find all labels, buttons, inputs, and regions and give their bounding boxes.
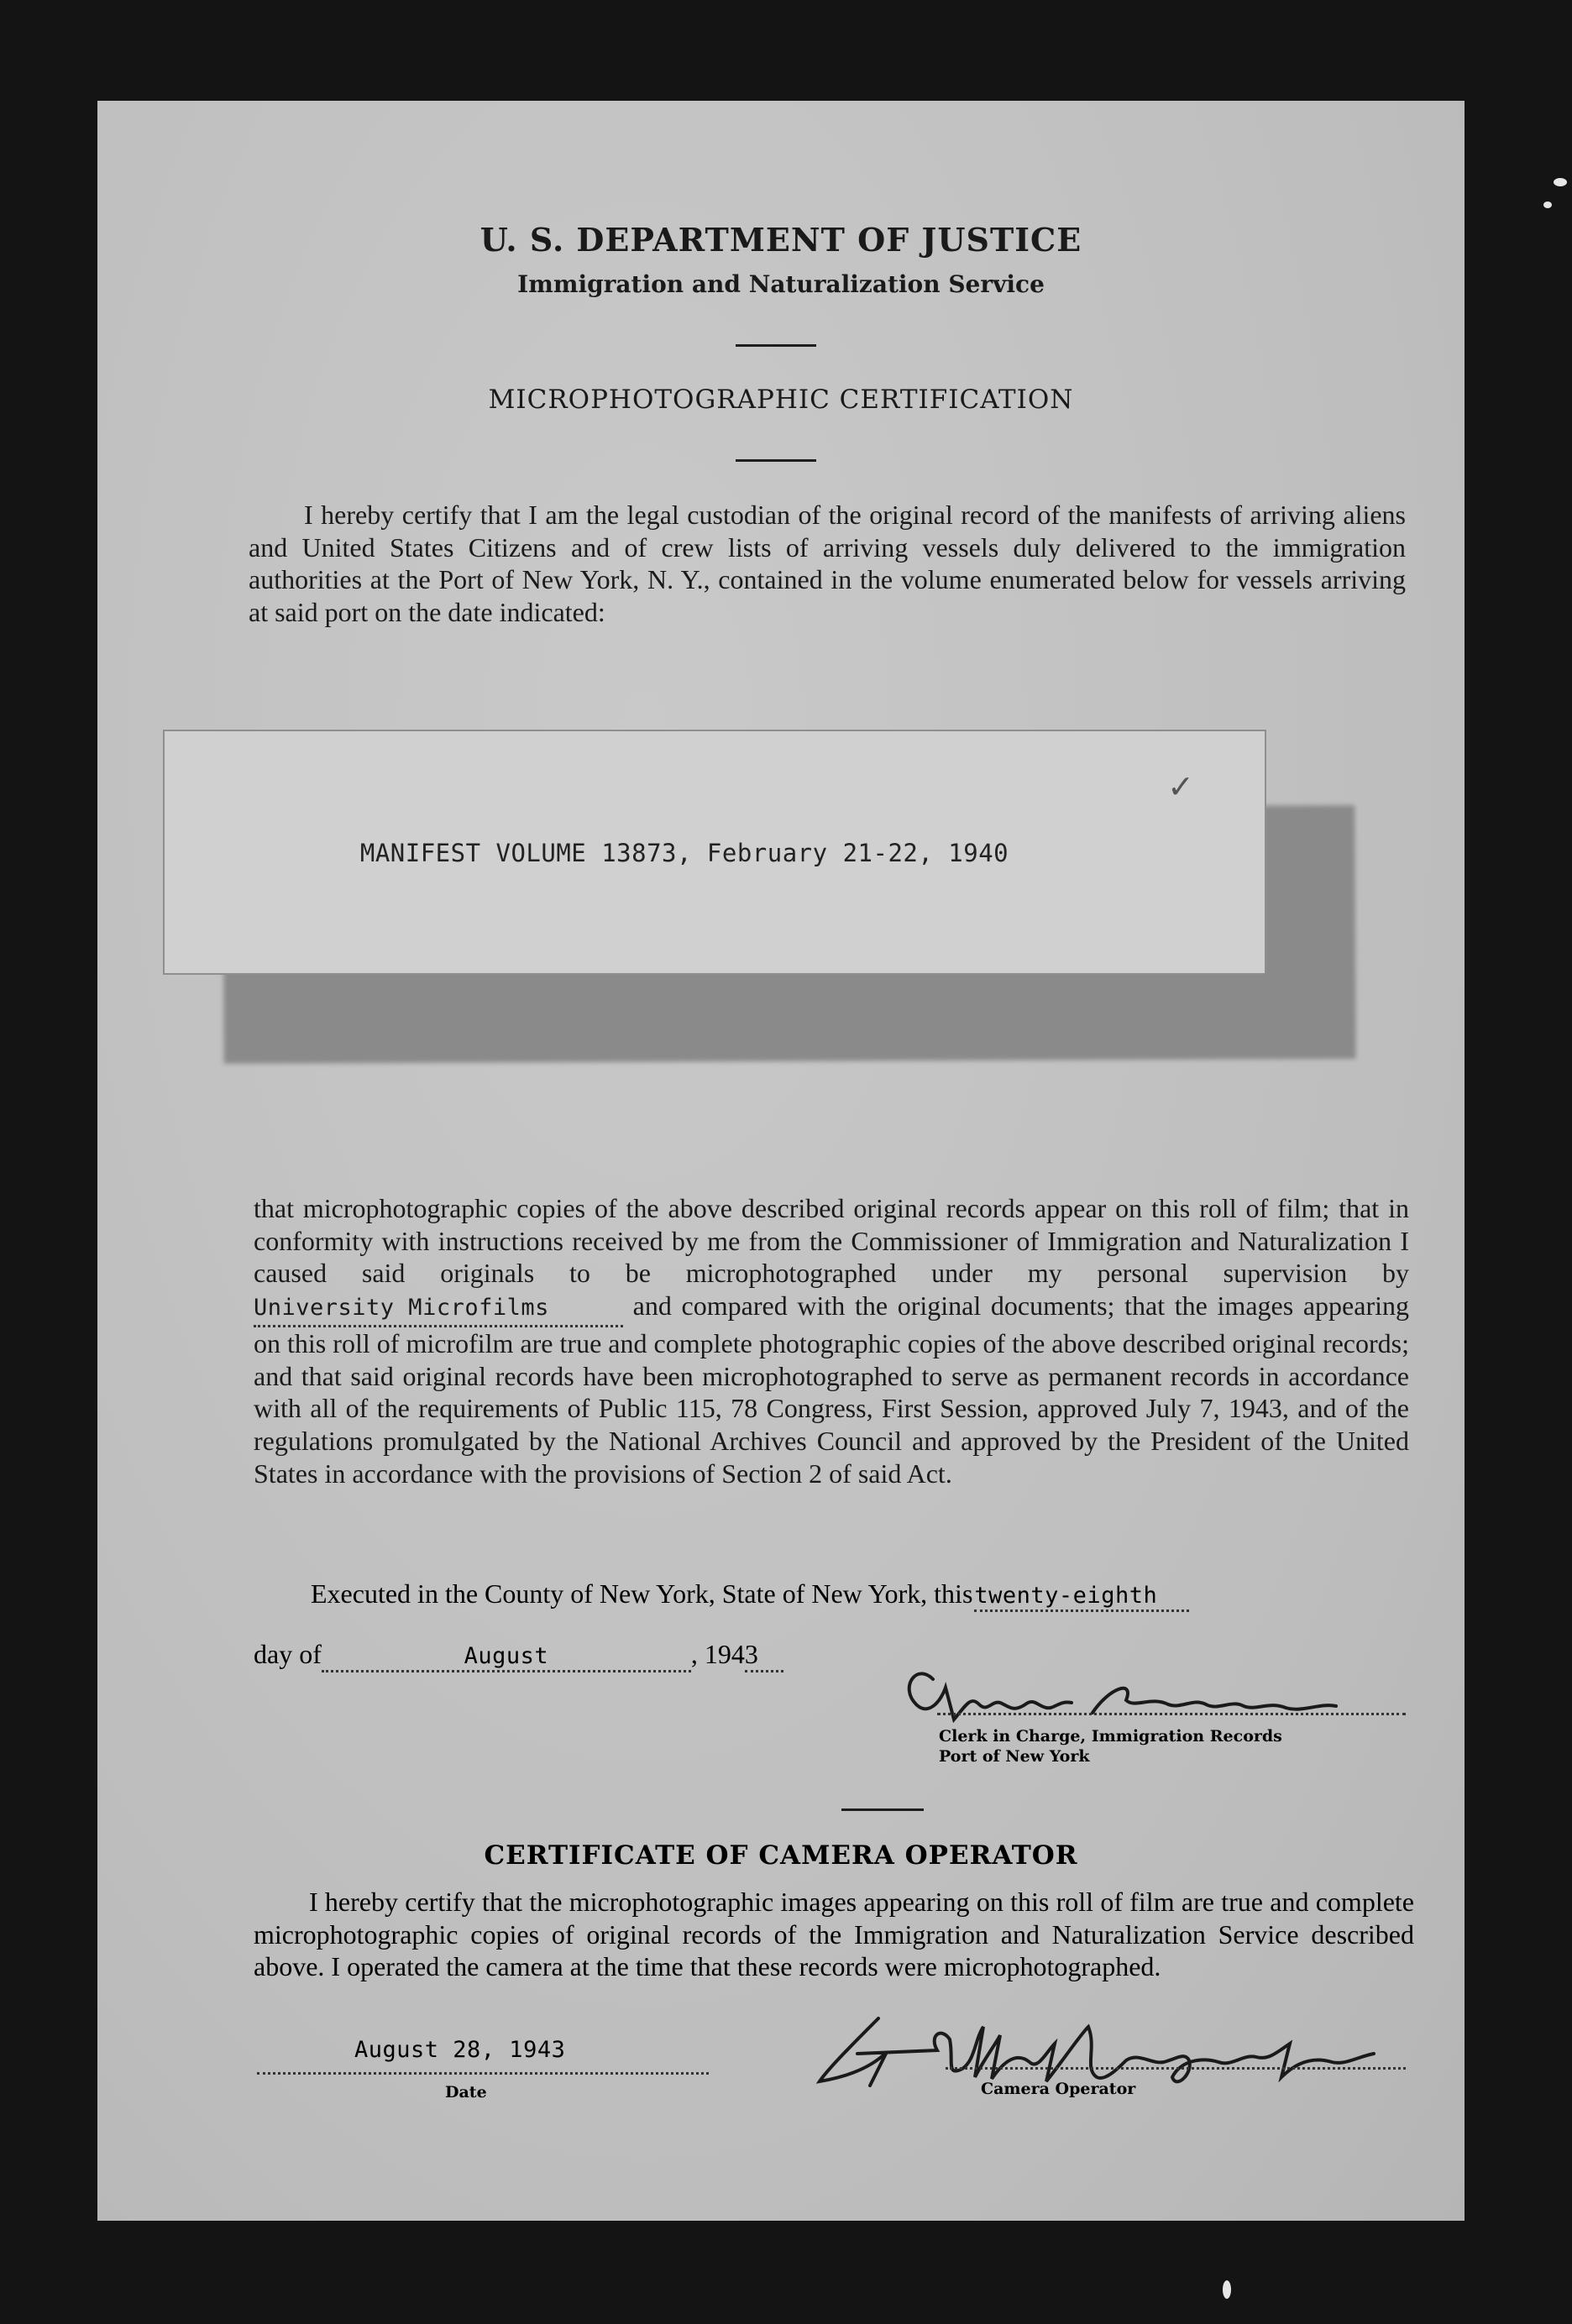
body-text-2: and compared with the original documents; that the images appearing on this roll of microfilm are true and complete photographic copies of the above described original records; and that said original records have been microphotographed to serve as permanent records in accordance with all of the requirements of Public 115, 78 Congress, First Session, approved July 7, 1943, and of the regulations promulgated by the National Archives Council and approved by the President of the United States in accordance with the provisions of Section 2 of said Act. (254, 1290, 1409, 1489)
clerk-signature (883, 1654, 1420, 1738)
execution-prefix: Executed in the County of New York, State of New York, this (311, 1578, 973, 1609)
month-field (322, 1639, 691, 1672)
scan-speck (1543, 202, 1552, 208)
scan-speck (1554, 178, 1567, 186)
camera-certificate-title: CERTIFICATE OF CAMERA OPERATOR (484, 1840, 1078, 1871)
year-digit-value: 3 (744, 1639, 758, 1669)
body-text-1: that microphotographic copies of the above described original records appear on this roll of film; that in conformity with instructions received by me from the Commissioner of Immigration and Naturalization I caused said originals to be microphotographed under my personal supervision by (254, 1193, 1409, 1289)
intro-text: I hereby certify that I am the legal custodian of the original record of the manifests of arriving aliens and United States Citizens and of crew lists of arriving vessels duly delivered to the immigration authorities at the Port of New York, N. Y., contained in the volume enumerated below for vessels arriving at said port on the date indicated: (249, 500, 1406, 627)
check-mark: ✓ (1167, 768, 1194, 805)
camera-operator-label: Camera Operator (981, 2080, 1136, 2098)
clerk-place: Port of New York (939, 1747, 1090, 1766)
manifest-volume-text: MANIFEST VOLUME 13873, February 21-22, 1940 (359, 839, 1009, 867)
date-line (254, 1639, 783, 1672)
clerk-title: Clerk in Charge, Immigration Records (939, 1727, 1282, 1746)
clerk-signature-line (937, 1713, 1406, 1715)
camera-divider (841, 1808, 924, 1811)
photographer-value: University Microfilms (254, 1295, 549, 1322)
operator-signature-line (946, 2067, 1406, 2070)
operator-date-field (257, 2039, 709, 2075)
date-label: Date (445, 2083, 487, 2102)
certification-title: MICROPHOTOGRAPHIC CERTIFICATION (488, 385, 1074, 415)
scan-speck (1223, 2280, 1231, 2299)
camera-certificate-text (254, 1886, 1414, 1983)
operator-date-value: August 28, 1943 (354, 2037, 566, 2063)
execution-day-value: twenty-eighth (974, 1583, 1158, 1609)
year-digit-field (745, 1639, 783, 1672)
service-subheading: Immigration and Naturalization Service (517, 270, 1045, 298)
year-prefix: , 194 (690, 1639, 745, 1669)
execution-day-field (974, 1578, 1189, 1612)
lower-section (97, 101, 1465, 2221)
camera-text: I hereby certify that the microphotographic images appearing on this roll of film are true and complete microphotographic copies of original records of the Immigration and Naturalization Service described above. I operated the camera at the time that these records were microphotographed. (254, 1887, 1414, 1981)
day-of-label: day of (254, 1639, 322, 1669)
department-heading: U. S. DEPARTMENT OF JUSTICE (479, 221, 1082, 259)
month-value: August (464, 1643, 549, 1669)
execution-line (311, 1578, 1189, 1612)
